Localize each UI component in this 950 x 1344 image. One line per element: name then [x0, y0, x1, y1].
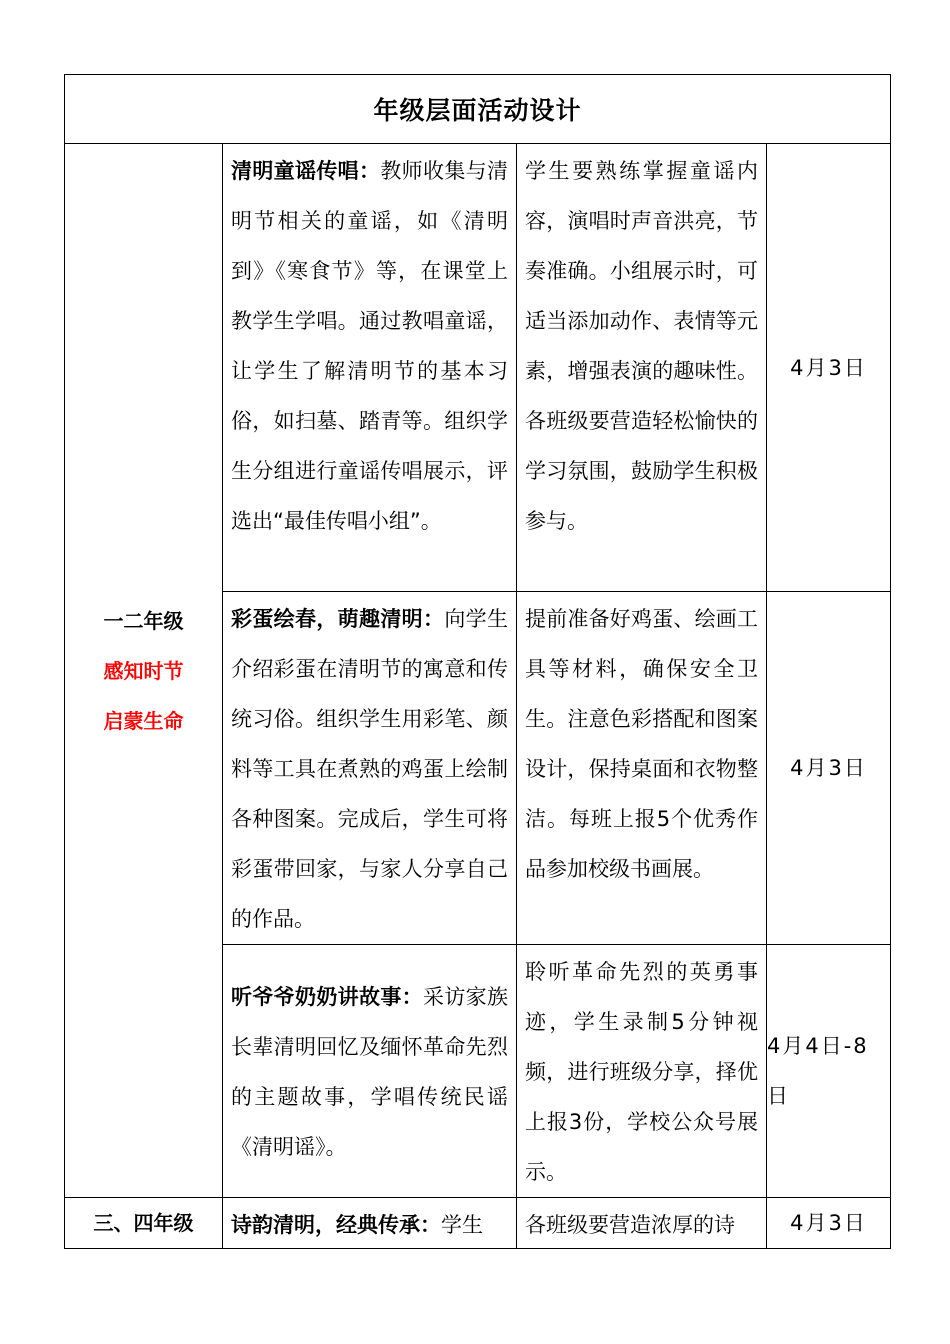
activity-content: 采访家族长辈清明回忆及缅怀革命先烈的主题故事，学唱传统民谣《清明谣》。 [231, 985, 508, 1159]
activity-content-cell [223, 1198, 517, 1249]
activity-requirement: 学生要熟练掌握童谣内容，演唱时声音洪亮，节奏准确。小组展示时，可适当添加动作、表情等元素，增强表演的趣味性。各班级要营造轻松愉快的学习氛围，鼓励学生积极参与。 [525, 159, 758, 533]
activity-requirement: 提前准备好鸡蛋、绘画工具等材料，确保安全卫生。注意色彩搭配和图案设计，保持桌面和衣物整洁。每班上报5个优秀作品参加校级书画展。 [525, 607, 758, 881]
theme-line-1: 感知时节 [103, 658, 184, 683]
activity-content: 教师收集与清明节相关的童谣，如《清明到》《寒食节》等，在课堂上教学生学唱。通过教唱童谣，让学生了解清明节的基本习俗，如扫墓、踏青等。组织学生分组进行童谣传唱展示，评选出“最佳传唱小组”。 [231, 159, 509, 533]
activity-content-cell [223, 592, 517, 945]
activity-requirement: 各班级要营造浓厚的诗 [525, 1213, 735, 1237]
grade-cell-1-2 [65, 144, 223, 1198]
activity-name: 清明童谣传唱： [231, 159, 381, 183]
grade-label: 三、四年级 [93, 1211, 194, 1235]
activity-requirement: 聆听革命先烈的英勇事迹，学生录制5分钟视频，进行班级分享，择优上报3份，学校公众号展示。 [525, 960, 758, 1184]
activity-content-cell [223, 144, 517, 592]
activity-date: 4月3日 [767, 1198, 891, 1249]
activity-requirement-cell [517, 592, 767, 945]
theme-line-2: 启蒙生命 [103, 708, 184, 733]
activity-content-cell [223, 945, 517, 1198]
grade-label: 一二年级 [103, 608, 184, 633]
activity-date: 4月3日 [767, 592, 891, 945]
activity-date [767, 945, 891, 1198]
table-title: 年级层面活动设计 [65, 75, 891, 144]
activity-name: 听爷爷奶奶讲故事： [231, 985, 423, 1009]
activity-requirement-cell [517, 144, 767, 592]
activity-date-text: 4月4日-8日 [767, 1034, 869, 1108]
activity-name: 诗韵清明，经典传承： [231, 1213, 441, 1237]
grade-cell-3-4 [65, 1198, 223, 1249]
activity-requirement-cell [517, 945, 767, 1198]
activity-design-table [64, 74, 891, 1249]
activity-requirement-cell [517, 1198, 767, 1249]
activity-content: 学生 [441, 1213, 483, 1237]
activity-name: 彩蛋绘春，萌趣清明： [231, 607, 445, 631]
activity-date: 4月3日 [767, 144, 891, 592]
activity-content: 向学生介绍彩蛋在清明节的寓意和传统习俗。组织学生用彩笔、颜料等工具在煮熟的鸡蛋上绘制各种图案。完成后，学生可将彩蛋带回家，与家人分享自己的作品。 [231, 607, 509, 931]
